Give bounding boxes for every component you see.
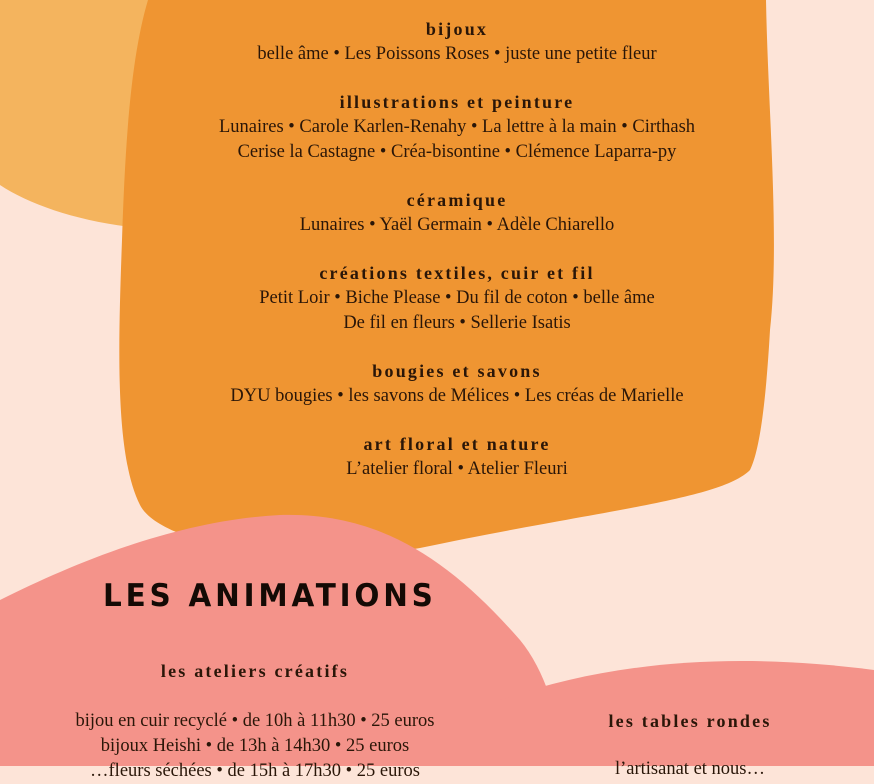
category-heading: bougies et savons [372, 361, 542, 381]
category-bougies [120, 358, 794, 409]
category-line: Lunaires • Yaël Germain • Adèle Chiarello [299, 215, 615, 235]
exposants-list [120, 16, 794, 504]
category-line: Lunaires • Carole Karlen-Renahy • La lettre à la main • Cirthash [218, 117, 696, 137]
category-line: Petit Loir • Biche Please • Du fil de coton • belle âme [259, 288, 655, 308]
animations-title: LES ANIMATIONS [103, 578, 437, 614]
category-art-floral [120, 431, 794, 482]
category-heading: art floral et nature [363, 434, 551, 454]
category-line: DYU bougies • les savons de Mélices • Les créas de Marielle [230, 386, 684, 406]
ateliers-heading: les ateliers créatifs [160, 661, 350, 681]
tables-rondes-section [560, 708, 820, 782]
list-item: …fleurs séchées • de 15h à 17h30 • 25 euros [90, 761, 420, 781]
ateliers-list [20, 709, 490, 784]
tables-rondes-heading: les tables rondes [608, 711, 772, 731]
list-item: bijoux Heishi • de 13h à 14h30 • 25 euros [100, 736, 410, 756]
category-heading: bijoux [425, 19, 489, 39]
category-line: belle âme • Les Poissons Roses • juste une petite fleur [257, 44, 657, 64]
category-ceramique [120, 187, 794, 238]
tables-rondes-line: l’artisanat et nous… [614, 759, 765, 779]
category-textiles [120, 260, 794, 336]
category-line: De fil en fleurs • Sellerie Isatis [343, 313, 571, 333]
category-heading: céramique [406, 190, 508, 210]
category-line: L’atelier floral • Atelier Fleuri [346, 459, 568, 479]
category-line: Cerise la Castagne • Créa-bisontine • Clémence Laparra-py [237, 142, 677, 162]
category-heading: créations textiles, cuir et fil [319, 263, 595, 283]
category-heading: illustrations et peinture [339, 92, 575, 112]
list-item: bijou en cuir recyclé • de 10h à 11h30 • 25 euros [75, 711, 435, 731]
category-illustrations [120, 89, 794, 165]
ateliers-section [20, 658, 490, 784]
category-bijoux [120, 16, 794, 67]
